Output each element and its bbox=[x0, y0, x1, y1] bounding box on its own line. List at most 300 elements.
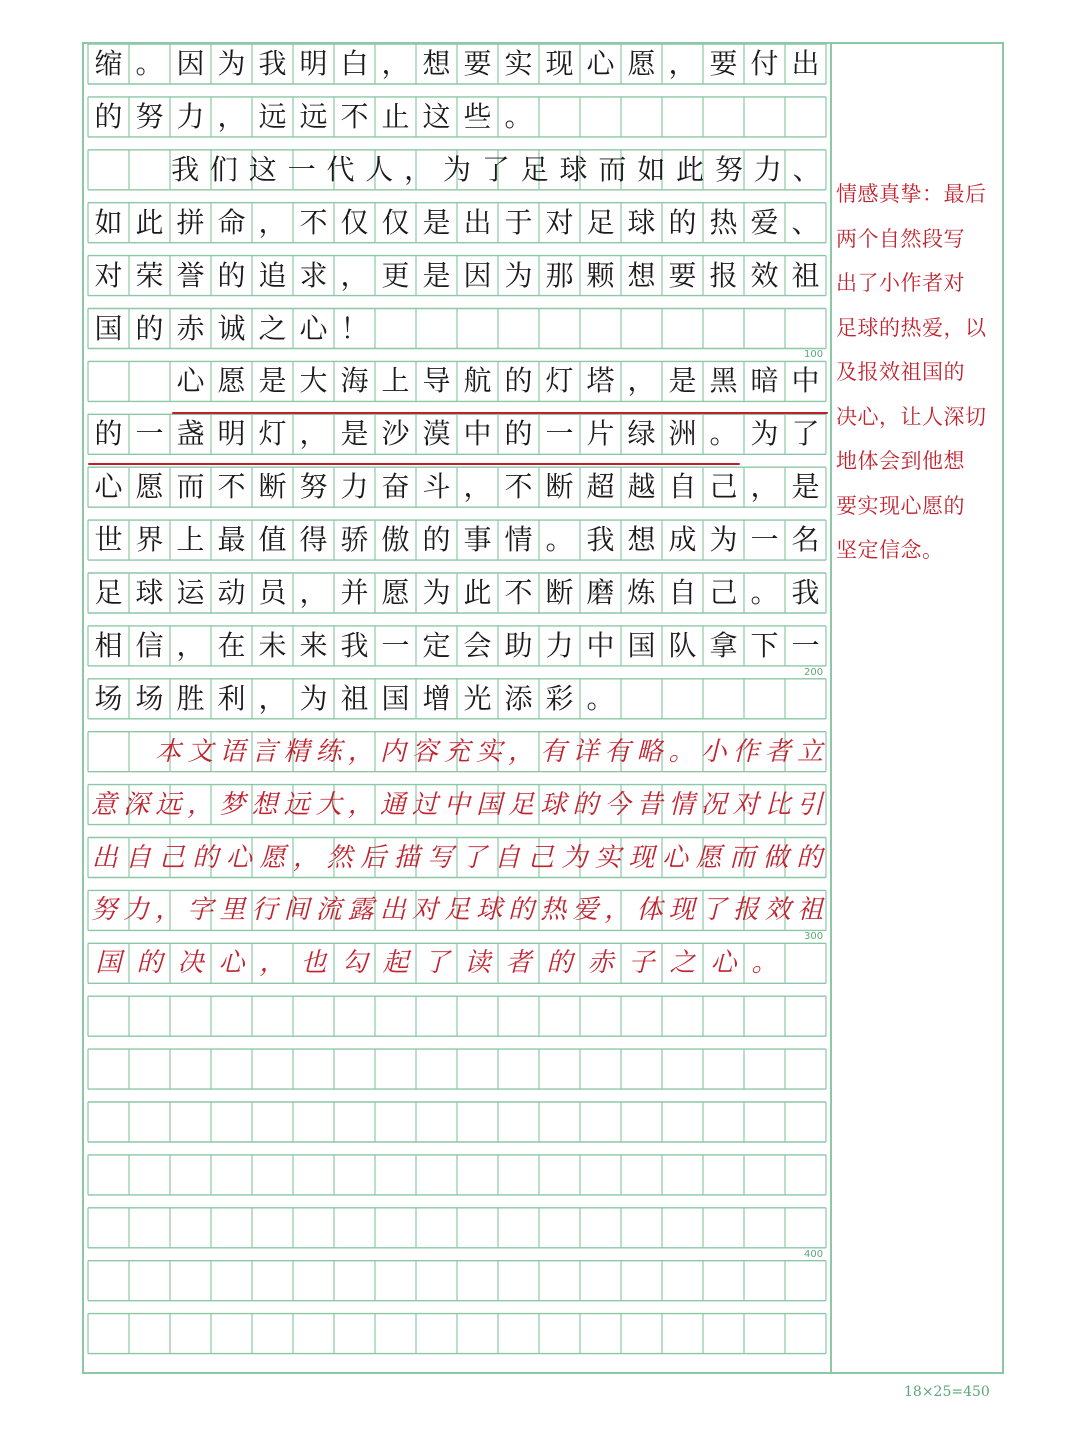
grid-char: ， bbox=[258, 681, 287, 715]
grid-char: 决 bbox=[177, 948, 204, 979]
grid-char: 添 bbox=[504, 681, 533, 715]
grid-char: 报 bbox=[709, 258, 738, 292]
grid-char: 为 bbox=[709, 523, 738, 557]
grid-char: 断 bbox=[545, 576, 574, 609]
grid-char: 心 bbox=[586, 47, 615, 80]
side-comment-line: 决心，让人深切 bbox=[836, 404, 987, 429]
count-marker: 200 bbox=[804, 666, 824, 678]
grid-char: 要 bbox=[709, 47, 738, 80]
grid-char: 自 bbox=[668, 470, 697, 504]
grid-char: 仅 bbox=[381, 205, 410, 239]
grid-char: 。 bbox=[504, 99, 533, 133]
grid-char: 了 bbox=[791, 417, 820, 451]
grid-char: 些 bbox=[463, 99, 492, 133]
grid-char: 小 bbox=[700, 736, 727, 767]
grid-char: 对 bbox=[545, 205, 574, 239]
grid-char: 我 bbox=[586, 523, 615, 557]
grid-char: 球 bbox=[135, 576, 164, 609]
grid-char: 队 bbox=[668, 628, 697, 662]
grid-char: ， bbox=[668, 47, 697, 80]
grid-char: 奋 bbox=[381, 470, 410, 504]
grid-char: 。 bbox=[586, 681, 615, 715]
grid-char: 球 bbox=[540, 789, 567, 820]
side-comment-line: 两个自然段写 bbox=[836, 226, 965, 251]
grid-char: 通 bbox=[379, 789, 406, 820]
grid-char: 详 bbox=[572, 736, 599, 767]
grid-char: 命 bbox=[217, 205, 246, 239]
grid-char: 名 bbox=[791, 523, 820, 557]
grid-char: 努 bbox=[299, 470, 328, 504]
grid-char: 追 bbox=[258, 258, 287, 292]
grid-char: 国 bbox=[476, 789, 503, 820]
grid-char: 愿 bbox=[381, 576, 410, 609]
grid-char: 大 bbox=[299, 364, 328, 398]
grid-char: 为 bbox=[422, 576, 451, 609]
grid-char: 场 bbox=[135, 681, 164, 715]
grid-char: ， bbox=[381, 47, 410, 80]
grid-char: 球 bbox=[476, 895, 503, 926]
comment-row bbox=[88, 732, 826, 772]
grid-char: 光 bbox=[463, 681, 492, 715]
grid-char: 了 bbox=[423, 948, 450, 979]
grid-char: 行 bbox=[251, 895, 278, 926]
grid-char: 颗 bbox=[586, 258, 615, 292]
grid-char: 最 bbox=[217, 523, 246, 557]
grid-char: 此 bbox=[463, 576, 492, 609]
grid-char: 精 bbox=[283, 736, 310, 767]
side-comment-line: 及报效祖国的 bbox=[836, 360, 965, 384]
grid-char: 不 bbox=[299, 205, 328, 239]
essay-row bbox=[88, 573, 826, 613]
grid-char: 练 bbox=[315, 736, 342, 767]
grid-char: 超 bbox=[586, 470, 615, 504]
grid-char: 昔 bbox=[636, 789, 663, 820]
grid-char: 的 bbox=[94, 99, 123, 133]
grid-char: 国 bbox=[627, 628, 656, 662]
grid-char: 洲 bbox=[668, 417, 697, 451]
grid-char: 愿 bbox=[627, 47, 656, 80]
grid-char: 得 bbox=[299, 523, 328, 557]
grid-char: 员 bbox=[258, 576, 287, 609]
grid-char: 心 bbox=[176, 364, 205, 398]
grid-char: 愿 bbox=[259, 842, 286, 873]
grid-char: 己 bbox=[709, 576, 738, 609]
grid-char: 力 bbox=[123, 895, 150, 926]
grid-char: 现 bbox=[668, 895, 695, 926]
side-comment-line: 坚定信念。 bbox=[836, 538, 944, 562]
count-marker: 300 bbox=[804, 931, 824, 943]
grid-char: 因 bbox=[463, 258, 492, 292]
grid-char: 运 bbox=[176, 576, 205, 609]
grid-char: 容 bbox=[411, 736, 438, 767]
grid-char: 不 bbox=[217, 470, 246, 504]
grid-char: 胜 bbox=[176, 681, 205, 715]
grid-char: 爱 bbox=[750, 205, 779, 239]
grid-char: 自 bbox=[668, 576, 697, 609]
grid-char: 沙 bbox=[381, 417, 410, 451]
grid-char: ， bbox=[627, 364, 656, 398]
grid-char: 球 bbox=[559, 152, 588, 186]
grid-char: 实 bbox=[594, 842, 621, 873]
grid-char: 远 bbox=[283, 789, 310, 820]
grid-char: 定 bbox=[422, 628, 451, 662]
grid-char: ， bbox=[259, 948, 286, 979]
grid-char: 梦 bbox=[219, 789, 246, 820]
grid-char: 语 bbox=[219, 736, 246, 767]
essay-row bbox=[88, 414, 826, 454]
grid-char: 力 bbox=[340, 470, 369, 504]
grid-char: 这 bbox=[422, 99, 451, 133]
grid-char: 导 bbox=[422, 364, 451, 398]
grid-char: 心 bbox=[225, 842, 252, 873]
essay-row bbox=[88, 309, 826, 349]
grid-char: 想 bbox=[251, 789, 278, 820]
grid-char: 的 bbox=[504, 417, 533, 451]
grid-char: 缩 bbox=[94, 47, 123, 80]
grid-char: 的 bbox=[217, 258, 246, 292]
grid-char: 心 bbox=[710, 948, 737, 979]
grid-char: 里 bbox=[219, 895, 246, 926]
grid-char: 一 bbox=[791, 628, 820, 662]
grid-char: 。 bbox=[545, 523, 574, 557]
grid-char: 的 bbox=[508, 895, 535, 926]
count-marker: 100 bbox=[804, 349, 824, 361]
grid-char: 露 bbox=[347, 895, 374, 926]
grid-char: 一 bbox=[750, 523, 779, 557]
grid-char: 者 bbox=[505, 948, 532, 979]
grid-char: 黑 bbox=[709, 364, 738, 398]
grid-char: 明 bbox=[299, 47, 328, 80]
grid-char: 拿 bbox=[709, 628, 738, 662]
grid-char: 。 bbox=[709, 417, 738, 451]
grid-char: 上 bbox=[176, 523, 205, 557]
grid-char: 中 bbox=[443, 789, 470, 820]
grid-char: 效 bbox=[750, 258, 779, 292]
grid-char: 远 bbox=[258, 99, 287, 133]
side-comment bbox=[836, 172, 1002, 573]
grid-char: 比 bbox=[764, 789, 791, 820]
grid-char: 读 bbox=[464, 948, 491, 979]
grid-char: 们 bbox=[209, 152, 238, 186]
grid-char: 立 bbox=[796, 736, 823, 767]
grid-char: 信 bbox=[135, 628, 164, 662]
grid-char: 为 bbox=[299, 681, 328, 715]
grid-char: 己 bbox=[527, 842, 554, 873]
grid-char: 塔 bbox=[586, 364, 615, 398]
grid-char: 略 bbox=[636, 736, 663, 767]
grid-char: 也 bbox=[300, 948, 327, 979]
grid-char: ， bbox=[258, 205, 287, 239]
grid-char: ， bbox=[217, 99, 246, 133]
grid-char: 漠 bbox=[422, 417, 451, 451]
grid-char: 者 bbox=[764, 736, 791, 767]
grid-char: 为 bbox=[504, 258, 533, 292]
grid-char: 。 bbox=[135, 47, 164, 80]
grid-char: ！ bbox=[340, 311, 369, 345]
grid-char: ， bbox=[299, 576, 328, 609]
grid-char: 祖 bbox=[340, 681, 369, 715]
grid-char: 场 bbox=[94, 681, 123, 715]
essay-row bbox=[88, 203, 826, 243]
grid-char: 国 bbox=[381, 681, 410, 715]
essay-row bbox=[88, 256, 826, 296]
grid-char: 努 bbox=[91, 895, 118, 926]
grid-char: 此 bbox=[676, 152, 705, 186]
grid-char: 断 bbox=[545, 470, 574, 504]
grid-char: 要 bbox=[668, 258, 697, 292]
grid-char: 止 bbox=[381, 99, 410, 133]
grid-char: 是 bbox=[422, 258, 451, 292]
grid-char: 情 bbox=[504, 523, 533, 557]
grid-char: 航 bbox=[463, 364, 492, 398]
grid-char: 上 bbox=[381, 364, 410, 398]
grid-char: 中 bbox=[791, 364, 820, 398]
grid-char: 、 bbox=[792, 152, 821, 186]
grid-char: 过 bbox=[411, 789, 438, 820]
grid-char: 意 bbox=[91, 789, 118, 820]
essay-row bbox=[88, 44, 826, 84]
grid-char: 深 bbox=[123, 789, 150, 820]
grid-char: 成 bbox=[668, 523, 697, 557]
grid-char: 而 bbox=[176, 470, 205, 504]
grid-char: 描 bbox=[393, 842, 420, 873]
grid-char: 世 bbox=[94, 523, 123, 557]
grid-char: ， bbox=[347, 789, 374, 820]
grid-char: 因 bbox=[176, 47, 205, 80]
grid-char: ， bbox=[508, 736, 535, 767]
grid-char: 增 bbox=[422, 681, 451, 715]
grid-char: 我 bbox=[258, 47, 287, 80]
grid-char: 人 bbox=[365, 152, 394, 186]
grid-char: 会 bbox=[463, 628, 492, 662]
grid-char: 然 bbox=[326, 842, 353, 873]
grid-char: 不 bbox=[504, 470, 533, 504]
grid-char: ， bbox=[293, 842, 320, 873]
grid-char: 盏 bbox=[176, 417, 205, 451]
grid-char: 中 bbox=[463, 417, 492, 451]
grid-char: 动 bbox=[217, 576, 246, 609]
grid-char: 有 bbox=[540, 736, 567, 767]
grid-char: 字 bbox=[187, 895, 214, 926]
grid-char: 拼 bbox=[176, 205, 205, 239]
grid-char: 力 bbox=[545, 628, 574, 662]
grid-char bbox=[88, 150, 127, 190]
grid-char: 内 bbox=[379, 736, 406, 767]
grid-char: 写 bbox=[427, 842, 454, 873]
grid-char: 有 bbox=[604, 736, 631, 767]
grid-char: 愿 bbox=[217, 364, 246, 398]
grid-char: 实 bbox=[476, 736, 503, 767]
grid-char: 了 bbox=[481, 152, 510, 186]
comment-row bbox=[88, 838, 826, 878]
grid-char bbox=[129, 361, 170, 401]
grid-char: 诚 bbox=[217, 311, 246, 345]
essay-row bbox=[88, 467, 826, 507]
grid-char: ， bbox=[750, 470, 779, 504]
underline-2 bbox=[88, 463, 740, 465]
grid-char: 绿 bbox=[627, 417, 656, 451]
grid-char: 为 bbox=[750, 417, 779, 451]
grid-char: 子 bbox=[628, 948, 655, 979]
grid-char: 心 bbox=[662, 842, 689, 873]
grid-char: 足 bbox=[520, 152, 549, 186]
grid-char: 远 bbox=[155, 789, 182, 820]
grid-char bbox=[88, 361, 129, 401]
grid-char: 努 bbox=[135, 99, 164, 133]
grid-char: 的 bbox=[94, 417, 123, 451]
essay-row bbox=[88, 97, 826, 137]
grid-char: 付 bbox=[750, 47, 779, 80]
grid-char: 是 bbox=[258, 364, 287, 398]
grid-char: 是 bbox=[340, 417, 369, 451]
grid-count-label: 18×25=450 bbox=[904, 1384, 990, 1400]
grid-char: 国 bbox=[94, 311, 123, 345]
grid-char: 的 bbox=[192, 842, 219, 873]
grid-char: 对 bbox=[732, 789, 759, 820]
grid-char: 祖 bbox=[796, 895, 823, 926]
grid-char: 心 bbox=[218, 948, 245, 979]
grid-char: 白 bbox=[340, 47, 369, 80]
grid-char: 的 bbox=[546, 948, 573, 979]
grid-char: ， bbox=[155, 895, 182, 926]
grid-char: 赤 bbox=[587, 948, 614, 979]
side-comment-line: 情感真挚：最后 bbox=[836, 182, 987, 206]
grid-char: 现 bbox=[628, 842, 655, 873]
grid-char: 为 bbox=[561, 842, 588, 873]
grid-char: 一 bbox=[135, 417, 164, 451]
grid-char: 而 bbox=[729, 842, 756, 873]
grid-char: 足 bbox=[94, 576, 123, 609]
grid-char: 想 bbox=[627, 258, 656, 292]
grid-char: 一 bbox=[381, 628, 410, 662]
grid-char: 自 bbox=[494, 842, 521, 873]
side-comment-line: 出了小作者对 bbox=[836, 271, 965, 295]
grid-char: 的 bbox=[504, 364, 533, 398]
grid-char: 如 bbox=[637, 152, 666, 186]
comment-row bbox=[88, 785, 826, 825]
grid-char: 大 bbox=[315, 789, 342, 820]
grid-char: 祖 bbox=[791, 258, 820, 292]
grid-char: 而 bbox=[598, 152, 627, 186]
grid-char: 下 bbox=[750, 628, 779, 662]
grid-char: 我 bbox=[340, 628, 369, 662]
grid-char: 体 bbox=[636, 895, 663, 926]
grid-char: 况 bbox=[700, 789, 727, 820]
grid-char: 斗 bbox=[422, 470, 451, 504]
grid-char: 的 bbox=[572, 789, 599, 820]
grid-char: 起 bbox=[382, 948, 409, 979]
grid-char: 磨 bbox=[586, 576, 615, 609]
grid-char: 的 bbox=[668, 205, 697, 239]
grid-char: 一 bbox=[287, 152, 316, 186]
side-comment-line: 地体会到他想 bbox=[836, 449, 965, 473]
grid-char: 骄 bbox=[340, 523, 369, 557]
grid-char: ， bbox=[340, 258, 369, 292]
grid-char: 报 bbox=[732, 895, 759, 926]
grid-char: 仅 bbox=[340, 205, 369, 239]
essay-row bbox=[88, 520, 826, 560]
grid-char: 值 bbox=[258, 523, 287, 557]
grid-char: 的 bbox=[422, 523, 451, 557]
grid-char: 心 bbox=[94, 470, 123, 504]
count-marker: 400 bbox=[804, 1248, 824, 1260]
grid-char: 于 bbox=[504, 205, 533, 239]
grid-char: 利 bbox=[217, 681, 246, 715]
grid-char: 热 bbox=[540, 895, 567, 926]
grid-char: 爱 bbox=[572, 895, 599, 926]
grid-char: 求 bbox=[299, 258, 328, 292]
comment-row bbox=[88, 943, 826, 983]
grid-char: 勾 bbox=[341, 948, 368, 979]
grid-char: 本 bbox=[155, 736, 182, 767]
grid-char: 是 bbox=[422, 205, 451, 239]
grid-char: ， bbox=[299, 417, 328, 451]
grid-char: 赤 bbox=[176, 311, 205, 345]
grid-char: 、 bbox=[791, 205, 820, 239]
grid-char: 界 bbox=[135, 523, 164, 557]
grid-char: 出 bbox=[379, 895, 406, 926]
grid-char: 我 bbox=[171, 152, 200, 186]
grid-char: 充 bbox=[443, 736, 470, 767]
grid-char: 作 bbox=[732, 736, 759, 767]
grid-char: 愿 bbox=[695, 842, 722, 873]
grid-char: 傲 bbox=[381, 523, 410, 557]
grid-char: 做 bbox=[762, 842, 789, 873]
grid-char: 实 bbox=[504, 47, 533, 80]
grid-char: 想 bbox=[627, 523, 656, 557]
grid-char bbox=[127, 150, 166, 190]
grid-char: 并 bbox=[340, 576, 369, 609]
grid-char bbox=[88, 732, 120, 772]
side-comment-line: 要实现心愿的 bbox=[836, 493, 965, 518]
grid-char: 来 bbox=[299, 628, 328, 662]
grid-char: 此 bbox=[135, 205, 164, 239]
grid-char: 为 bbox=[442, 152, 471, 186]
grid-char: ， bbox=[463, 470, 492, 504]
grid-char: 未 bbox=[258, 628, 287, 662]
grid-char: 引 bbox=[796, 789, 823, 820]
grid-char: 球 bbox=[627, 205, 656, 239]
grid-char: ， bbox=[347, 736, 374, 767]
grid-char: 为 bbox=[217, 47, 246, 80]
grid-char: 己 bbox=[158, 842, 185, 873]
grid-char: 灯 bbox=[258, 417, 287, 451]
grid-char: 海 bbox=[340, 364, 369, 398]
grid-char: 不 bbox=[504, 576, 533, 609]
essay-row bbox=[88, 626, 826, 666]
grid-char: 言 bbox=[251, 736, 278, 767]
grid-char: 足 bbox=[508, 789, 535, 820]
grid-char: 情 bbox=[668, 789, 695, 820]
grid-char: 流 bbox=[315, 895, 342, 926]
grid-char: ， bbox=[404, 152, 433, 186]
grid-char: 炼 bbox=[627, 576, 656, 609]
grid-char: 在 bbox=[217, 628, 246, 662]
grid-char: 出 bbox=[791, 47, 820, 80]
grid-char: 自 bbox=[125, 842, 152, 873]
grid-char: ， bbox=[604, 895, 631, 926]
grid-char: 是 bbox=[668, 364, 697, 398]
grid-char: 明 bbox=[217, 417, 246, 451]
grid-char: 力 bbox=[176, 99, 205, 133]
grid-char: 的 bbox=[796, 842, 823, 873]
grid-char: 我 bbox=[791, 576, 820, 609]
grid-char: 现 bbox=[545, 47, 574, 80]
grid-char: 。 bbox=[751, 948, 778, 979]
grid-char: 的 bbox=[135, 311, 164, 345]
grid-char: 那 bbox=[545, 258, 574, 292]
grid-char: 出 bbox=[91, 842, 118, 873]
